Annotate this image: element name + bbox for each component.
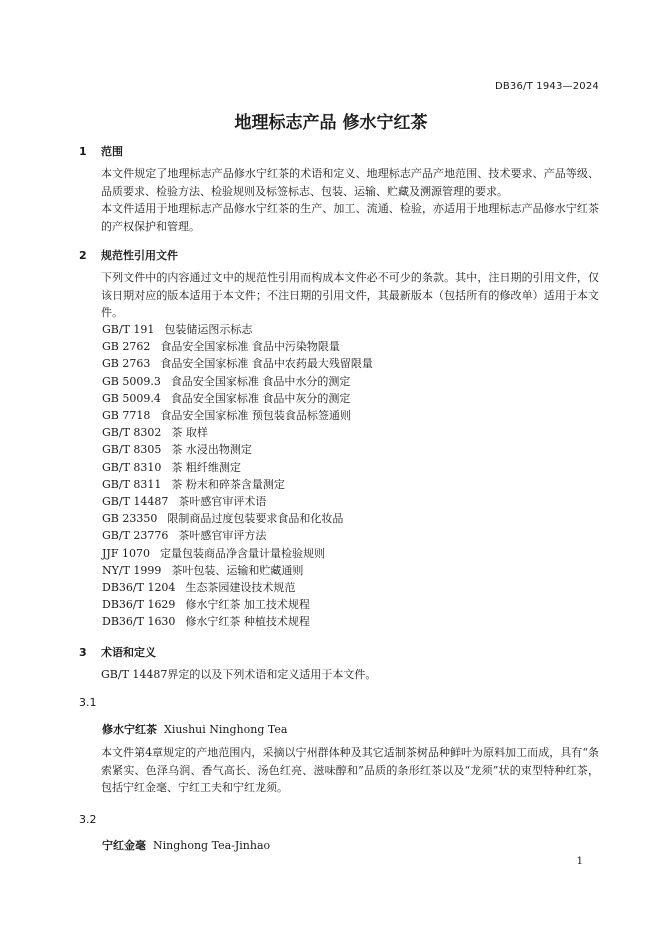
reference-item: [102, 493, 373, 510]
reference-code: GB/T 8311: [102, 477, 162, 491]
reference-title: 食品安全国家标准 食品中农药最大残留限量: [160, 357, 373, 371]
reference-code: GB 5009.3: [102, 374, 161, 388]
reference-item: [102, 510, 373, 527]
reference-item: [102, 459, 373, 476]
reference-item: [102, 321, 373, 338]
document-title: 地理标志产品 修水宁红茶: [234, 113, 428, 133]
reference-item: [102, 596, 373, 613]
reference-code: JJF 1070: [102, 546, 150, 560]
section-title: 规范性引用文件: [101, 249, 178, 262]
paragraph-text: 本文件适用于地理标志产品修水宁红茶的生产、加工、流通、检验，亦适用于地理标志产品修水宁红茶的产权保护和管理。: [101, 202, 599, 233]
reference-title: 食品安全国家标准 食品中水分的测定: [170, 374, 351, 388]
reference-title: 定量包装商品净含量计量检验规则: [159, 546, 325, 560]
section-number: 3: [79, 646, 87, 659]
reference-code: GB/T 23776: [102, 529, 169, 543]
reference-code: GB/T 8302: [102, 426, 162, 440]
section-heading-scope: [79, 143, 123, 159]
term-number-3-2: 3.2: [79, 813, 97, 826]
reference-code: GB 5009.4: [102, 391, 161, 405]
reference-item: [102, 373, 373, 390]
term-chinese: 宁红金毫: [102, 839, 146, 852]
reference-title: 限制商品过度包装要求食品和化妆品: [167, 512, 344, 526]
reference-item: [102, 579, 373, 596]
reference-title: 生态茶园建设技术规范: [185, 581, 296, 595]
paragraph-text: 本文件第4章规定的产地范围内，采摘以宁州群体种及其它适制茶树品种鲜叶为原料加工而成，具有“条索紧实、色泽乌润、香气高长、汤色红亮、滋味醇和”品质的条形红茶以及“龙须”状的束型特种红茶，包括宁红金毫、宁红工夫和宁红龙须。: [101, 746, 599, 794]
reference-code: GB 23350: [102, 512, 158, 526]
reference-code: GB 2762: [102, 340, 151, 354]
reference-code: DB36/T 1630: [102, 615, 176, 629]
reference-code: DB36/T 1204: [102, 581, 176, 595]
reference-code: GB 7718: [102, 409, 151, 423]
references-intro: [79, 269, 599, 322]
reference-code: GB/T 191: [102, 323, 155, 336]
term-number-3-1: 3.1: [79, 696, 97, 709]
reference-item: [102, 545, 373, 562]
reference-title: 包装储运图示标志: [164, 323, 253, 336]
section-title: 范围: [101, 145, 123, 158]
reference-item: [102, 407, 373, 424]
reference-title: 茶 粗纤维测定: [171, 460, 241, 474]
reference-item: [102, 355, 373, 372]
reference-item: [102, 613, 373, 630]
reference-title: 茶叶感官审评方法: [178, 529, 267, 543]
section-title: 术语和定义: [101, 646, 156, 659]
reference-title: 茶叶包装、运输和贮藏通则: [171, 563, 304, 577]
reference-title: 茶 粉末和碎茶含量测定: [171, 477, 285, 491]
reference-code: DB36/T 1629: [102, 598, 176, 612]
scope-paragraph-1: [79, 165, 599, 200]
reference-title: 食品安全国家标准 预包装食品标签通则: [160, 409, 351, 423]
section-number: 2: [79, 249, 87, 262]
reference-code: GB/T 8305: [102, 443, 162, 457]
paragraph-text: 下列文件中的内容通过文中的规范性引用而构成本文件必不可少的条款。其中，注日期的引用文件，仅该日期对应的版本适用于本文件；不注日期的引用文件，其最新版本（包括所有的修改单）适用于本文件。: [101, 271, 599, 319]
term-xiushui-ninghong: [102, 721, 287, 737]
term-english: Xiushui Ninghong Tea: [164, 723, 288, 736]
section-heading-normative-references: [79, 247, 178, 263]
paragraph-text: 本文件规定了地理标志产品修水宁红茶的术语和定义、地理标志产品产地范围、技术要求、产品等级、品质要求、检验方法、检验规则及标签标志、包装、运输、贮藏及溯源管理的要求。: [101, 167, 599, 198]
term-chinese: 修水宁红茶: [102, 723, 157, 736]
reference-item: [102, 338, 373, 355]
reference-title: 茶 水浸出物测定: [171, 443, 252, 457]
standard-code: DB36/T 1943—2024: [494, 81, 599, 92]
reference-item: [102, 527, 373, 544]
reference-code: GB/T 14487: [102, 495, 169, 509]
section-number: 1: [79, 145, 87, 158]
term-ninghong-jinhao: [102, 837, 270, 853]
page-number: 1: [576, 856, 583, 867]
terms-intro: [79, 666, 599, 684]
reference-code: GB/T 8310: [102, 460, 162, 474]
reference-title: 茶 取样: [171, 426, 208, 440]
term-english: Ninghong Tea-Jinhao: [153, 839, 271, 852]
reference-item: [102, 441, 373, 458]
scope-paragraph-2: [79, 200, 599, 235]
reference-item: [102, 424, 373, 441]
reference-title: 食品安全国家标准 食品中污染物限量: [160, 340, 340, 354]
reference-list: [102, 321, 373, 631]
reference-title: 修水宁红茶 种植技术规程: [185, 615, 310, 629]
reference-title: 茶叶感官审评术语: [178, 495, 267, 509]
paragraph-text: GB/T 14487界定的以及下列术语和定义适用于本文件。: [101, 668, 377, 681]
term-definition: [79, 744, 599, 797]
reference-title: 食品安全国家标准 食品中灰分的测定: [170, 391, 351, 405]
reference-item: [102, 562, 373, 579]
reference-title: 修水宁红茶 加工技术规程: [185, 598, 310, 612]
reference-code: NY/T 1999: [102, 563, 162, 577]
section-heading-terms: [79, 644, 156, 660]
reference-code: GB 2763: [102, 357, 151, 371]
reference-item: [102, 476, 373, 493]
reference-item: [102, 390, 373, 407]
